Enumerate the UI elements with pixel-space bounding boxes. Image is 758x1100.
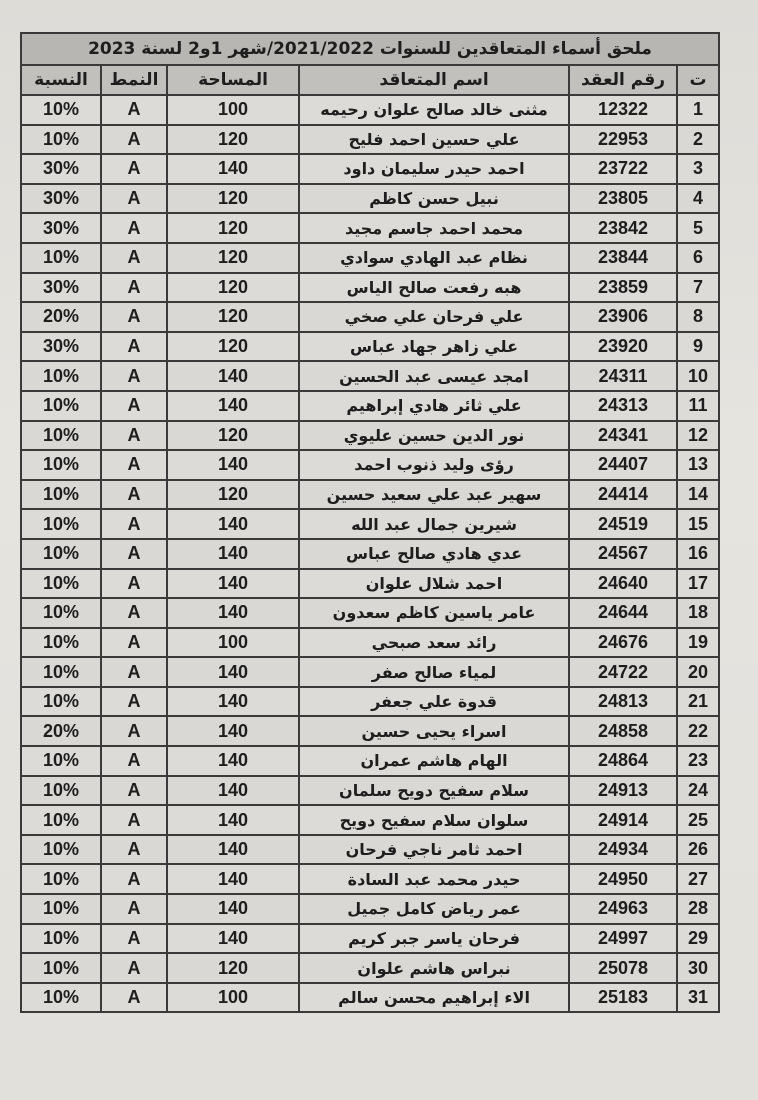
- type-value: A: [101, 539, 167, 569]
- contractor-name: علي ثائر هادي إبراهيم: [299, 391, 569, 421]
- type-value: A: [101, 953, 167, 983]
- area-value: 140: [167, 864, 299, 894]
- percentage-value: 10%: [21, 450, 101, 480]
- contract-number: 24407: [569, 450, 677, 480]
- column-header-percentage: النسبة: [21, 65, 101, 95]
- document-sheet: [20, 32, 718, 1013]
- percentage-value: 10%: [21, 243, 101, 273]
- type-value: A: [101, 687, 167, 717]
- table-row: [21, 953, 719, 983]
- type-value: A: [101, 243, 167, 273]
- percentage-value: 10%: [21, 598, 101, 628]
- contract-number: 24644: [569, 598, 677, 628]
- percentage-value: 10%: [21, 746, 101, 776]
- row-index: 7: [677, 273, 719, 303]
- row-index: 17: [677, 569, 719, 599]
- percentage-value: 10%: [21, 983, 101, 1013]
- document-title: ملحق أسماء المتعاقدين للسنوات 2021/2022/شهر 1و2 لسنة 2023: [21, 33, 719, 65]
- contractor-name: محمد احمد جاسم مجيد: [299, 213, 569, 243]
- row-index: 23: [677, 746, 719, 776]
- row-index: 24: [677, 776, 719, 806]
- table-row: [21, 361, 719, 391]
- area-value: 100: [167, 983, 299, 1013]
- area-value: 120: [167, 213, 299, 243]
- contractor-name: عامر ياسين كاظم سعدون: [299, 598, 569, 628]
- type-value: A: [101, 450, 167, 480]
- contract-number: 24950: [569, 864, 677, 894]
- row-index: 2: [677, 125, 719, 155]
- type-value: A: [101, 509, 167, 539]
- contract-number: 24640: [569, 569, 677, 599]
- header-row: [21, 65, 719, 95]
- table-row: [21, 628, 719, 658]
- contractor-name: فرحان ياسر جبر كريم: [299, 924, 569, 954]
- table-row: [21, 539, 719, 569]
- area-value: 140: [167, 657, 299, 687]
- percentage-value: 10%: [21, 953, 101, 983]
- type-value: A: [101, 924, 167, 954]
- table-row: [21, 687, 719, 717]
- area-value: 140: [167, 450, 299, 480]
- table-row: [21, 924, 719, 954]
- contractor-name: حيدر محمد عبد السادة: [299, 864, 569, 894]
- contract-number: 24934: [569, 835, 677, 865]
- row-index: 10: [677, 361, 719, 391]
- type-value: A: [101, 95, 167, 125]
- area-value: 140: [167, 924, 299, 954]
- area-value: 120: [167, 953, 299, 983]
- contract-number: 23906: [569, 302, 677, 332]
- contractor-name: عمر رياض كامل جميل: [299, 894, 569, 924]
- type-value: A: [101, 746, 167, 776]
- contract-number: 23842: [569, 213, 677, 243]
- contractor-name: نور الدين حسين عليوي: [299, 421, 569, 451]
- contract-number: 24963: [569, 894, 677, 924]
- type-value: A: [101, 657, 167, 687]
- type-value: A: [101, 598, 167, 628]
- area-value: 140: [167, 894, 299, 924]
- table-row: [21, 273, 719, 303]
- row-index: 20: [677, 657, 719, 687]
- type-value: A: [101, 361, 167, 391]
- area-value: 100: [167, 628, 299, 658]
- table-row: [21, 184, 719, 214]
- row-index: 12: [677, 421, 719, 451]
- percentage-value: 10%: [21, 95, 101, 125]
- contract-number: 24311: [569, 361, 677, 391]
- percentage-value: 30%: [21, 154, 101, 184]
- table-row: [21, 450, 719, 480]
- contract-number: 24414: [569, 480, 677, 510]
- column-header-type: النمط: [101, 65, 167, 95]
- contractor-name: قدوة علي جعفر: [299, 687, 569, 717]
- area-value: 140: [167, 716, 299, 746]
- contract-number: 23844: [569, 243, 677, 273]
- contractor-name: رؤى وليد ذنوب احمد: [299, 450, 569, 480]
- column-header-area: المساحة: [167, 65, 299, 95]
- type-value: A: [101, 184, 167, 214]
- contract-number: 24997: [569, 924, 677, 954]
- type-value: A: [101, 983, 167, 1013]
- percentage-value: 10%: [21, 687, 101, 717]
- type-value: A: [101, 864, 167, 894]
- area-value: 120: [167, 273, 299, 303]
- column-header-contract-no: رقم العقد: [569, 65, 677, 95]
- contract-number: 24722: [569, 657, 677, 687]
- percentage-value: 10%: [21, 539, 101, 569]
- contractor-name: نبراس هاشم علوان: [299, 953, 569, 983]
- percentage-value: 10%: [21, 421, 101, 451]
- contract-number: 23859: [569, 273, 677, 303]
- table-row: [21, 864, 719, 894]
- contract-number: 23805: [569, 184, 677, 214]
- row-index: 1: [677, 95, 719, 125]
- table-row: [21, 598, 719, 628]
- contract-number: 24813: [569, 687, 677, 717]
- type-value: A: [101, 835, 167, 865]
- contract-number: 24913: [569, 776, 677, 806]
- percentage-value: 30%: [21, 332, 101, 362]
- percentage-value: 10%: [21, 391, 101, 421]
- percentage-value: 10%: [21, 509, 101, 539]
- column-header-index: ت: [677, 65, 719, 95]
- area-value: 140: [167, 539, 299, 569]
- percentage-value: 20%: [21, 716, 101, 746]
- area-value: 140: [167, 835, 299, 865]
- percentage-value: 30%: [21, 273, 101, 303]
- contractor-name: اسراء يحيى حسين: [299, 716, 569, 746]
- row-index: 22: [677, 716, 719, 746]
- type-value: A: [101, 776, 167, 806]
- area-value: 120: [167, 421, 299, 451]
- table-row: [21, 805, 719, 835]
- contractor-name: علي زاهر جهاد عباس: [299, 332, 569, 362]
- contractor-name: هبه رفعت صالح الياس: [299, 273, 569, 303]
- type-value: A: [101, 273, 167, 303]
- type-value: A: [101, 805, 167, 835]
- type-value: A: [101, 213, 167, 243]
- row-index: 30: [677, 953, 719, 983]
- area-value: 120: [167, 243, 299, 273]
- contractor-name: احمد حيدر سليمان داود: [299, 154, 569, 184]
- contractor-name: امجد عيسى عبد الحسين: [299, 361, 569, 391]
- area-value: 140: [167, 805, 299, 835]
- table-row: [21, 569, 719, 599]
- type-value: A: [101, 628, 167, 658]
- percentage-value: 10%: [21, 864, 101, 894]
- contractor-name: الاء إبراهيم محسن سالم: [299, 983, 569, 1013]
- table-row: [21, 983, 719, 1013]
- type-value: A: [101, 480, 167, 510]
- title-row: [21, 33, 719, 65]
- percentage-value: 10%: [21, 657, 101, 687]
- contract-number: 12322: [569, 95, 677, 125]
- percentage-value: 20%: [21, 302, 101, 332]
- type-value: A: [101, 716, 167, 746]
- row-index: 21: [677, 687, 719, 717]
- area-value: 140: [167, 776, 299, 806]
- contractor-name: الهام هاشم عمران: [299, 746, 569, 776]
- contractor-name: عدي هادي صالح عباس: [299, 539, 569, 569]
- row-index: 31: [677, 983, 719, 1013]
- contract-number: 24519: [569, 509, 677, 539]
- percentage-value: 10%: [21, 569, 101, 599]
- table-row: [21, 154, 719, 184]
- area-value: 120: [167, 480, 299, 510]
- contract-number: 25078: [569, 953, 677, 983]
- contractors-table: [20, 32, 720, 1013]
- contractor-name: سلوان سلام سفيح دويح: [299, 805, 569, 835]
- table-row: [21, 213, 719, 243]
- contract-number: 23722: [569, 154, 677, 184]
- percentage-value: 30%: [21, 213, 101, 243]
- row-index: 4: [677, 184, 719, 214]
- area-value: 100: [167, 95, 299, 125]
- contractor-name: نظام عبد الهادي سوادي: [299, 243, 569, 273]
- area-value: 140: [167, 509, 299, 539]
- area-value: 120: [167, 332, 299, 362]
- area-value: 140: [167, 361, 299, 391]
- column-header-name: اسم المتعاقد: [299, 65, 569, 95]
- row-index: 14: [677, 480, 719, 510]
- contractor-name: رائد سعد صبحي: [299, 628, 569, 658]
- percentage-value: 10%: [21, 125, 101, 155]
- row-index: 18: [677, 598, 719, 628]
- type-value: A: [101, 421, 167, 451]
- row-index: 6: [677, 243, 719, 273]
- type-value: A: [101, 154, 167, 184]
- table-row: [21, 776, 719, 806]
- contractor-name: سلام سفيح دويح سلمان: [299, 776, 569, 806]
- type-value: A: [101, 569, 167, 599]
- type-value: A: [101, 332, 167, 362]
- type-value: A: [101, 125, 167, 155]
- row-index: 26: [677, 835, 719, 865]
- percentage-value: 10%: [21, 924, 101, 954]
- contract-number: 24313: [569, 391, 677, 421]
- contractor-name: احمد شلال علوان: [299, 569, 569, 599]
- row-index: 3: [677, 154, 719, 184]
- area-value: 140: [167, 391, 299, 421]
- contractor-name: علي حسين احمد فليح: [299, 125, 569, 155]
- contract-number: 22953: [569, 125, 677, 155]
- type-value: A: [101, 302, 167, 332]
- table-row: [21, 746, 719, 776]
- row-index: 9: [677, 332, 719, 362]
- contractor-name: احمد ثامر ناجي فرحان: [299, 835, 569, 865]
- percentage-value: 10%: [21, 894, 101, 924]
- row-index: 8: [677, 302, 719, 332]
- row-index: 5: [677, 213, 719, 243]
- row-index: 19: [677, 628, 719, 658]
- contract-number: 23920: [569, 332, 677, 362]
- contract-number: 24567: [569, 539, 677, 569]
- area-value: 120: [167, 125, 299, 155]
- contract-number: 24864: [569, 746, 677, 776]
- table-row: [21, 421, 719, 451]
- area-value: 140: [167, 687, 299, 717]
- table-row: [21, 302, 719, 332]
- area-value: 140: [167, 154, 299, 184]
- area-value: 140: [167, 746, 299, 776]
- row-index: 13: [677, 450, 719, 480]
- percentage-value: 10%: [21, 805, 101, 835]
- table-row: [21, 125, 719, 155]
- percentage-value: 10%: [21, 361, 101, 391]
- row-index: 28: [677, 894, 719, 924]
- percentage-value: 10%: [21, 628, 101, 658]
- contract-number: 25183: [569, 983, 677, 1013]
- contractor-name: سهير عبد علي سعيد حسين: [299, 480, 569, 510]
- area-value: 140: [167, 598, 299, 628]
- contract-number: 24676: [569, 628, 677, 658]
- percentage-value: 10%: [21, 835, 101, 865]
- contractor-name: نبيل حسن كاظم: [299, 184, 569, 214]
- table-row: [21, 509, 719, 539]
- table-row: [21, 95, 719, 125]
- row-index: 16: [677, 539, 719, 569]
- row-index: 25: [677, 805, 719, 835]
- area-value: 120: [167, 302, 299, 332]
- type-value: A: [101, 391, 167, 421]
- table-row: [21, 332, 719, 362]
- row-index: 11: [677, 391, 719, 421]
- contractor-name: لمياء صالح صفر: [299, 657, 569, 687]
- table-row: [21, 716, 719, 746]
- row-index: 15: [677, 509, 719, 539]
- percentage-value: 10%: [21, 776, 101, 806]
- table-row: [21, 894, 719, 924]
- percentage-value: 30%: [21, 184, 101, 214]
- table-row: [21, 657, 719, 687]
- contractor-name: شيرين جمال عبد الله: [299, 509, 569, 539]
- contract-number: 24341: [569, 421, 677, 451]
- area-value: 120: [167, 184, 299, 214]
- area-value: 140: [167, 569, 299, 599]
- table-row: [21, 243, 719, 273]
- table-row: [21, 835, 719, 865]
- row-index: 29: [677, 924, 719, 954]
- contractor-name: علي فرحان علي صخي: [299, 302, 569, 332]
- percentage-value: 10%: [21, 480, 101, 510]
- table-body: [21, 95, 719, 1012]
- contractor-name: مثنى خالد صالح علوان رحيمه: [299, 95, 569, 125]
- contract-number: 24914: [569, 805, 677, 835]
- table-row: [21, 480, 719, 510]
- type-value: A: [101, 894, 167, 924]
- table-row: [21, 391, 719, 421]
- row-index: 27: [677, 864, 719, 894]
- contract-number: 24858: [569, 716, 677, 746]
